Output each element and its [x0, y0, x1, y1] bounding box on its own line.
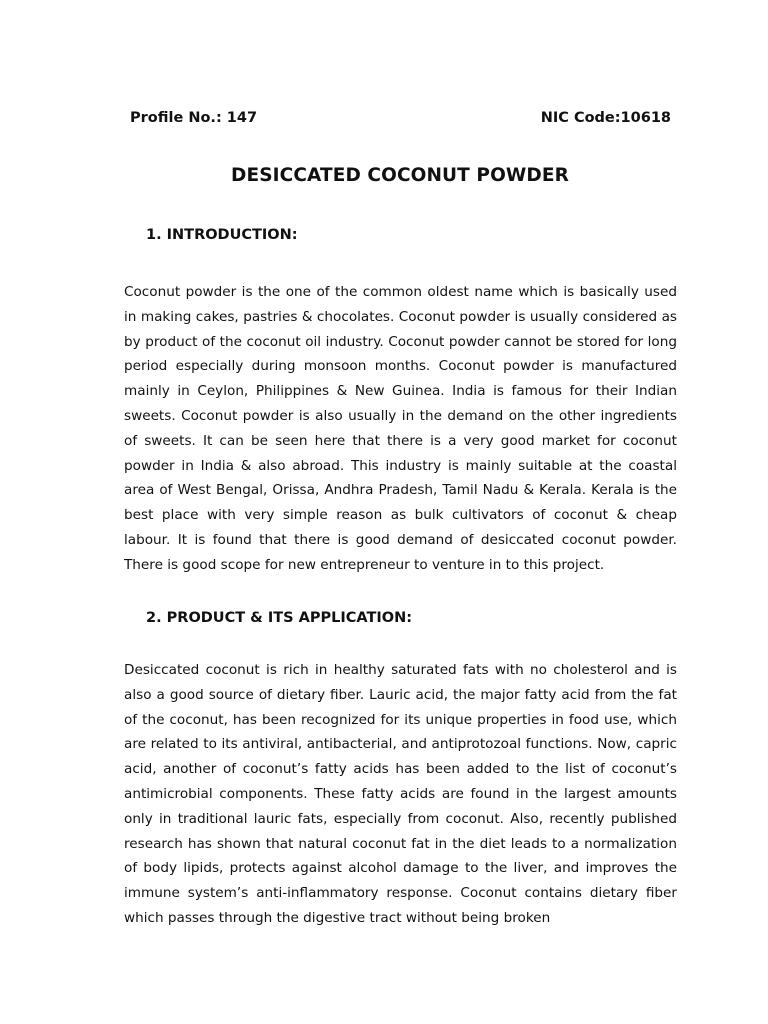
profile-number: Profile No.: 147	[130, 110, 258, 126]
section-body-introduction: Coconut powder is the one of the common oldest name which is basically used in making cakes, pastries & chocolates. Coconut powder is usually considered as by product of the coconut oil industry. Coconut powder cannot be stored for long period especially during monsoon months. Coconut powder is manufactured mainly in Ceylon, Philippines & New Guinea. India is famous for their Indian sweets. Coconut powder is also usually in the demand on the other ingredients of sweets. It can be seen here that there is a very good market for coconut powder in India & also abroad. This industry is mainly suitable at the coastal area of West Bengal, Orissa, Andhra Pradesh, Tamil Nadu & Kerala. Kerala is the best place with very simple reason as bulk cultivators of coconut & cheap labour. It is found that there is good demand of desiccated coconut powder. There is good scope for new entrepreneur to venture in to this project.	[124, 284, 677, 573]
section-body-product-application: Desiccated coconut is rich in healthy saturated fats with no cholesterol and is also a good source of dietary fiber. Lauric acid, the major fatty acid from the fat of the coconut, has been recognized for its unique properties in food use, which are related to its antiviral, antibacterial, and antiprotozoal functions. Now, capric acid, another of coconut’s fatty acids has been added to the list of coconut’s antimicrobial components. These fatty acids are found in the largest amounts only in traditional lauric fats, especially from coconut. Also, recently published research has shown that natural coconut fat in the diet leads to a normalization of body lipids, protects against alcohol damage to the liver, and improves the immune system’s anti-inflammatory response. Coconut contains dietary fiber which passes through the digestive tract without being broken	[124, 662, 677, 926]
nic-code: NIC Code:10618	[540, 110, 671, 126]
section-heading-product-application: 2. PRODUCT & ITS APPLICATION:	[146, 610, 413, 626]
document-header	[130, 110, 671, 130]
document-title: DESICCATED COCONUT POWDER	[231, 165, 569, 186]
section-heading-introduction: 1. INTRODUCTION:	[146, 227, 298, 243]
